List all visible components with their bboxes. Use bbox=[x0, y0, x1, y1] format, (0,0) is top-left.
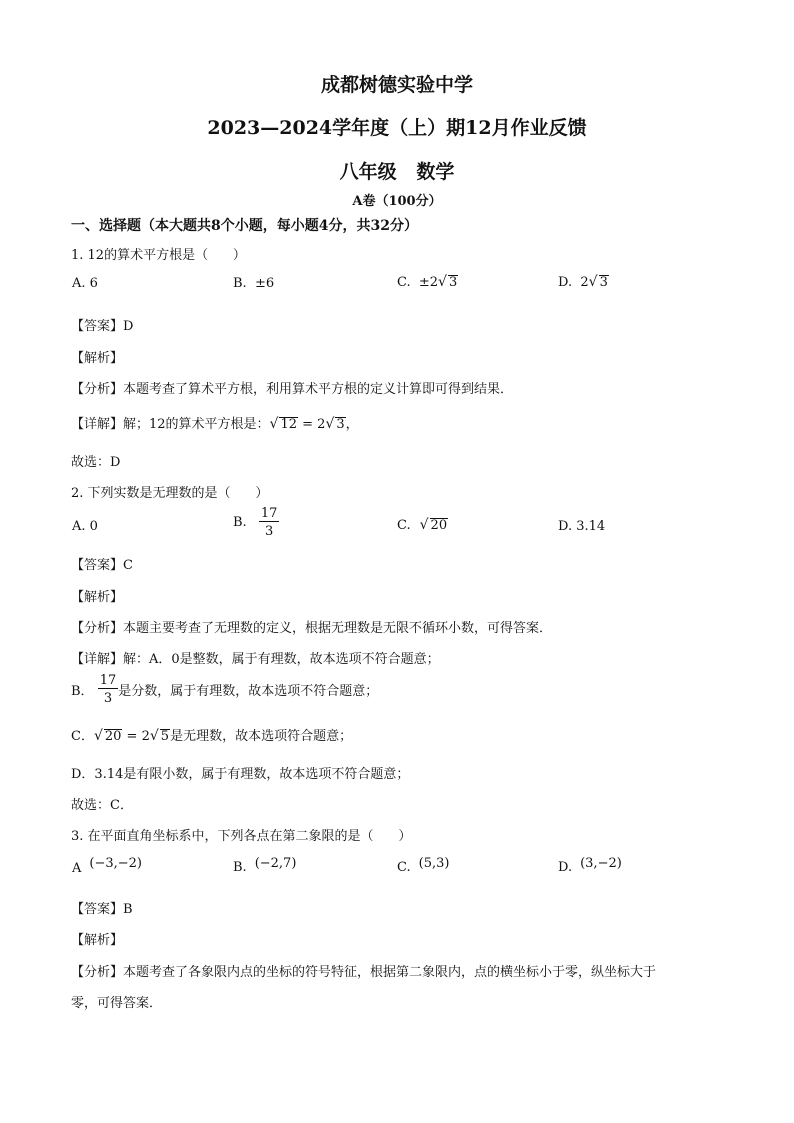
q3-jiexi: 【解析】 bbox=[71, 933, 124, 948]
q3-stem: 3. 在平面直角坐标系中，下列各点在第二象限的是（ ） bbox=[71, 829, 412, 844]
q3-option-a-label: A bbox=[72, 861, 82, 876]
q1-detail bbox=[71, 413, 359, 432]
fraction-denominator: 3 bbox=[103, 691, 113, 706]
q3-option-c-label: C. bbox=[397, 860, 411, 875]
q1-option-d-text: D. 2 bbox=[558, 275, 589, 290]
q3-option-b-value: (−2,7) bbox=[254, 856, 297, 871]
q1-analysis: 【分析】本题考查了算术平方根，利用算术平方根的定义计算即可得到结果． bbox=[71, 382, 514, 397]
sqrt-icon: √ bbox=[149, 728, 159, 744]
section-heading: 一、选择题（本大题共8个小题，每小题4分，共32分） bbox=[71, 218, 418, 234]
q2-detail-2-post: 是分数，属于有理数，故本选项不符合题意； bbox=[118, 684, 379, 699]
sqrt-icon: √ bbox=[325, 416, 335, 432]
q3-option-c-value: (5,3) bbox=[418, 856, 450, 871]
q1-stem: 1. 12的算术平方根是（ ） bbox=[71, 248, 246, 263]
q1-option-c-text: C. ±2 bbox=[397, 275, 439, 290]
q1-option-c bbox=[397, 274, 458, 290]
q1-detail-text: 【详解】解；12的算术平方根是： bbox=[71, 417, 270, 432]
q2-option-b-fraction bbox=[259, 507, 280, 538]
q3-option-c bbox=[397, 856, 449, 875]
q2-choose: 故选：C． bbox=[71, 798, 133, 813]
q2-option-c bbox=[397, 517, 448, 533]
q2-answer: 【答案】C bbox=[71, 558, 133, 573]
q1-detail-mid: = 2 bbox=[298, 417, 326, 432]
q1-option-b: B. ±6 bbox=[233, 276, 275, 291]
q3-option-a-value: (−3,−2) bbox=[89, 856, 142, 871]
q3-analysis-line2: 零，可得答案． bbox=[71, 996, 163, 1011]
q2-analysis: 【分析】本题主要考查了无理数的定义，根据无理数是无限不循环小数，可得答案． bbox=[71, 621, 553, 636]
q2-detail-4: D．3.14是有限小数，属于有理数，故本选项不符合题意； bbox=[71, 767, 410, 782]
q1-detail-radicand-1: 12 bbox=[280, 417, 298, 432]
sqrt-icon: √ bbox=[438, 274, 447, 290]
school-title: 成都树德实验中学 bbox=[320, 74, 473, 96]
q3-answer: 【答案】B bbox=[71, 902, 133, 917]
subject-title: 八年级 数学 bbox=[339, 161, 455, 183]
q1-answer: 【答案】D bbox=[71, 319, 134, 334]
q1-option-d bbox=[558, 274, 609, 290]
q2-detail-3-pre: C． bbox=[71, 729, 94, 744]
q2-option-c-radicand: 20 bbox=[430, 518, 448, 533]
q2-detail-3 bbox=[71, 725, 352, 744]
q1-option-a: A. 6 bbox=[72, 276, 98, 291]
q2-stem: 2. 下列实数是无理数的是（ ） bbox=[71, 486, 269, 501]
q2-detail-3-mid: = 2 bbox=[122, 729, 150, 744]
q1-option-d-radicand: 3 bbox=[599, 275, 608, 290]
q2-option-a: A. 0 bbox=[72, 519, 98, 534]
q2-jiexi: 【解析】 bbox=[71, 590, 124, 605]
q3-option-d bbox=[558, 856, 622, 875]
q1-detail-post: ， bbox=[345, 417, 359, 432]
part-title: A卷（100分） bbox=[352, 194, 442, 209]
q2-option-b-text: B. bbox=[233, 515, 247, 530]
q2-detail-2-pre: B． bbox=[71, 684, 94, 699]
q2-detail-2 bbox=[71, 674, 378, 705]
q3-option-d-label: D. bbox=[558, 860, 573, 875]
q1-option-c-radicand: 3 bbox=[448, 275, 458, 290]
q1-detail-radicand-2: 3 bbox=[336, 417, 345, 432]
fraction-denominator: 3 bbox=[264, 524, 274, 539]
sqrt-icon: √ bbox=[588, 274, 598, 290]
fraction-numerator: 17 bbox=[99, 673, 117, 688]
sqrt-icon: √ bbox=[269, 416, 279, 432]
q1-jiexi: 【解析】 bbox=[71, 351, 124, 366]
q3-option-b bbox=[233, 856, 296, 875]
fraction-numerator: 17 bbox=[260, 506, 278, 521]
q3-option-b-label: B. bbox=[233, 860, 247, 875]
q2-detail-3-radicand-2: 5 bbox=[160, 729, 170, 744]
q2-option-b bbox=[233, 507, 279, 538]
q2-detail-1: 【详解】解：A．0是整数，属于有理数，故本选项不符合题意； bbox=[71, 652, 440, 667]
sqrt-icon: √ bbox=[419, 517, 429, 533]
term-title: 2023—2024学年度（上）期12月作业反馈 bbox=[207, 117, 587, 139]
sqrt-icon: √ bbox=[93, 728, 103, 744]
q2-detail-3-radicand-1: 20 bbox=[104, 729, 122, 744]
q1-choose: 故选：D bbox=[71, 455, 121, 470]
q2-detail-3-post: 是无理数，故本选项符合题意； bbox=[170, 729, 353, 744]
q2-option-d: D. 3.14 bbox=[558, 519, 606, 534]
q2-option-c-text: C. bbox=[397, 518, 411, 533]
q3-option-d-value: (3,−2) bbox=[580, 856, 622, 871]
q3-option-a bbox=[72, 856, 142, 876]
q3-analysis-line1: 【分析】本题考查了各象限内点的坐标的符号特征，根据第二象限内，点的横坐标小于零，纵坐标大于 bbox=[71, 965, 657, 980]
q2-detail-2-fraction bbox=[98, 674, 119, 705]
